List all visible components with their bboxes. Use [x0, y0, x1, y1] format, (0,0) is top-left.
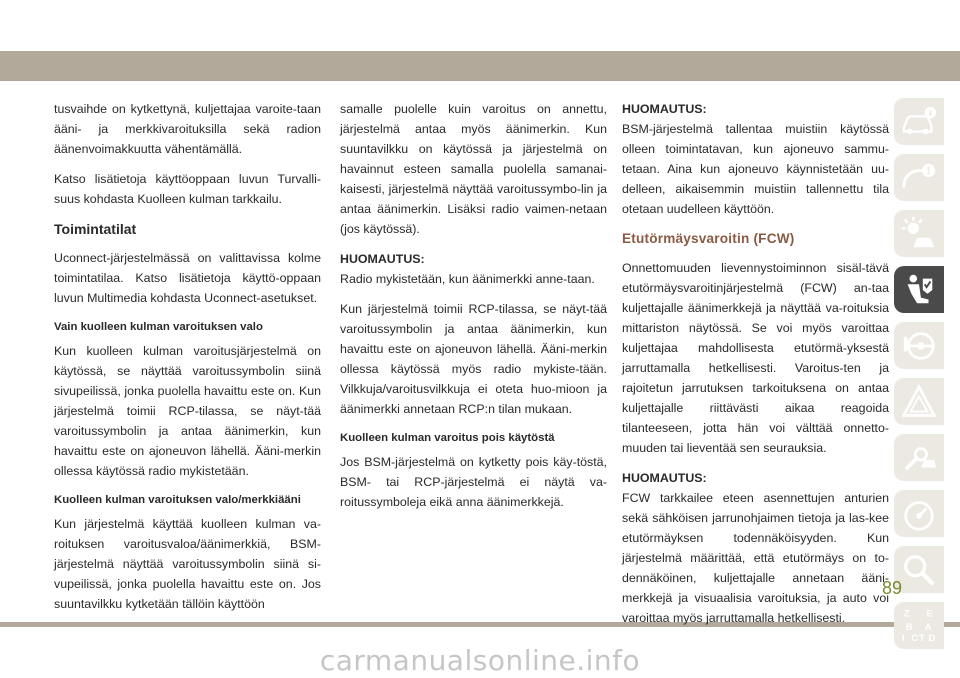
- paragraph: tusvaihde on kytkettynä, kuljettajaa varoite-taan ääni- ja merkkivaroituksilla sekä radion äänenvoimakkuutta vähentämällä.: [54, 102, 321, 156]
- page-number: 89: [881, 578, 902, 598]
- warning-triangle-icon: [900, 383, 938, 421]
- index-letter: E: [926, 608, 933, 619]
- index-letter: Z: [903, 608, 910, 619]
- header-band: [0, 51, 960, 81]
- wrench-car-icon: [900, 439, 938, 477]
- text-column-2: [340, 99, 607, 522]
- index-letter: D: [928, 632, 936, 644]
- tab-dashboard-warning[interactable]: [894, 154, 944, 201]
- dashboard-warning-icon: [900, 159, 938, 197]
- paragraph: Uconnect-järjestelmässä on valittavissa kolme toimintatilaa. Katso lisätietoja käyttö-oppaan luvun Multimedia kohdasta Uconnect-asetukset.: [54, 251, 321, 305]
- steering-wheel-icon: [900, 327, 938, 365]
- paragraph: Onnettomuuden lievennystoiminnon sisäl-tävä etutörmäysvaroitinjärjestelmä (FCW) an-taa kuljettajalle äänimerkkejä ja näyttää va-roituksia mittariston näytössä. Se voi myös varoittaa kuljettajaa mahdollisesta etutörmä-yksestä jarruttamalla hetkellisesti. Varoitus-ten ja rajoitetun jarrutuksen tarkoituksena on antaa kuljettajalle riittävästi aikaa reagoida tilanteeseen, jotta hän voi välttää onnetto-muuden tai lieventää sen seurauksia.: [622, 261, 889, 455]
- note-heading: HUOMAUTUS:: [622, 471, 707, 485]
- section-heading: Toimintatilat: [54, 221, 137, 237]
- watermark: carmanualsonline.info: [319, 644, 641, 677]
- index-letters-icon: [900, 607, 938, 645]
- note-text: Radio mykistetään, kun äänimerkki anne-taan.: [340, 272, 595, 286]
- note-text: FCW tarkkailee eteen asennettujen anturien sekä sähköisen jarrunohjaimen tietoja ja las-kee etutörmäyksen todennäköisyyden. Kun järjestelmä määrittää, että etutörmäys on to-dennäköinen, kuljettajalle annetaan ääni-merkkejä ja visuaalisia varoituksia, ja auto voi varoittaa myös jarruttamalla hetkellisesti.: [622, 491, 889, 625]
- note-heading: HUOMAUTUS:: [340, 252, 425, 266]
- magnifier-icon: [900, 551, 938, 589]
- paragraph: Katso lisätietoja käyttöoppaan luvun Turvalli-suus kohdasta Kuolleen kulman tarkkailu.: [54, 172, 321, 206]
- index-letter: C: [911, 632, 919, 644]
- tab-servicing[interactable]: [894, 434, 944, 481]
- chapter-tabs: [894, 98, 944, 658]
- car-info-icon: [900, 103, 938, 141]
- subsection-heading: Kuolleen kulman varoituksen valo/merkkiääni: [54, 494, 301, 506]
- subsection-heading: Kuolleen kulman varoitus pois käytöstä: [340, 432, 555, 444]
- index-letter: B: [905, 621, 913, 633]
- index-letter: A: [924, 621, 932, 633]
- sun-car-icon: [900, 215, 938, 253]
- tab-technical[interactable]: [894, 490, 944, 537]
- tab-sun-car[interactable]: [894, 210, 944, 257]
- paragraph: samalle puolelle kuin varoitus on annettu, järjestelmä antaa myös äänimerkin. Kun suuntavilkku on käytössä ja järjestelmä on havainnut esteen samalla puolella samanai-kaisesti, järjestelmä näyttää varoitussymbo-lin ja antaa äänimerkin. Lisäksi radio vaimen-netaan (jos käytössä).: [340, 102, 607, 236]
- tab-emergency[interactable]: [894, 378, 944, 425]
- tab-car-info[interactable]: [894, 98, 944, 145]
- note-text: BSM-järjestelmä tallentaa muistiin käytössä olleen toimintatavan, kun ajoneuvo sammu-tetaan. Aina kun ajoneuvo käynnistetään uu-delleen, aikaisemmin muistiin tallennettu tila otetaan uudelleen käyttöön.: [622, 122, 889, 216]
- safety-seat-icon: [900, 271, 938, 309]
- paragraph: Kun kuolleen kulman varoitusjärjestelmä on käytössä, se näyttää varoitussymbolin siinä sivupeilissä, jonka puolella havaittu este on. Kun järjestelmä toimii RCP-tilassa, se näyt-tää varoitussymbolin ja antaa äänimerkin, kun havaittu este on ajoneuvon lähellä. Ääni-merkin ollessa käytössä radio mykistetään.: [54, 344, 321, 478]
- gauge-icon: [900, 495, 938, 533]
- tab-starting-driving[interactable]: [894, 322, 944, 369]
- paragraph: Jos BSM-järjestelmä on kytketty pois käy-töstä, BSM- tai RCP-järjestelmä ei näytä va-roitussymboleja eikä anna äänimerkkejä.: [340, 455, 607, 509]
- subsection-heading: Vain kuolleen kulman varoituksen valo: [54, 321, 263, 333]
- paragraph: Kun järjestelmä käyttää kuolleen kulman va-roituksen varoitusvaloa/äänimerkkiä, BSM-järjestelmä näyttää varoitussymbolin siinä si-vupeilissä, jonka puolella havaittu este on. Jos suuntavilkku kytketään tällöin käyttöön: [54, 517, 321, 611]
- index-letter: T: [919, 632, 925, 644]
- section-heading: Etutörmäysvaroitin (FCW): [622, 231, 795, 246]
- tab-index[interactable]: [894, 602, 944, 649]
- index-letter: I: [901, 632, 905, 644]
- tab-safety[interactable]: [894, 266, 944, 313]
- paragraph: Kun järjestelmä toimii RCP-tilassa, se näyt-tää varoitussymbolin ja antaa äänimerkin, kun havaittu este on ajoneuvon lähellä. Ääni-merkin ollessa käytössä myös radio mykiste-tään. Vilkkuja/varoitusvilkkuja ei oteta huo-mioon ja äänimerkki annetaan RCP:n tilan mukaan.: [340, 302, 607, 416]
- text-column-3: [622, 99, 889, 638]
- note-heading: HUOMAUTUS:: [622, 102, 707, 116]
- text-column-1: [54, 99, 321, 624]
